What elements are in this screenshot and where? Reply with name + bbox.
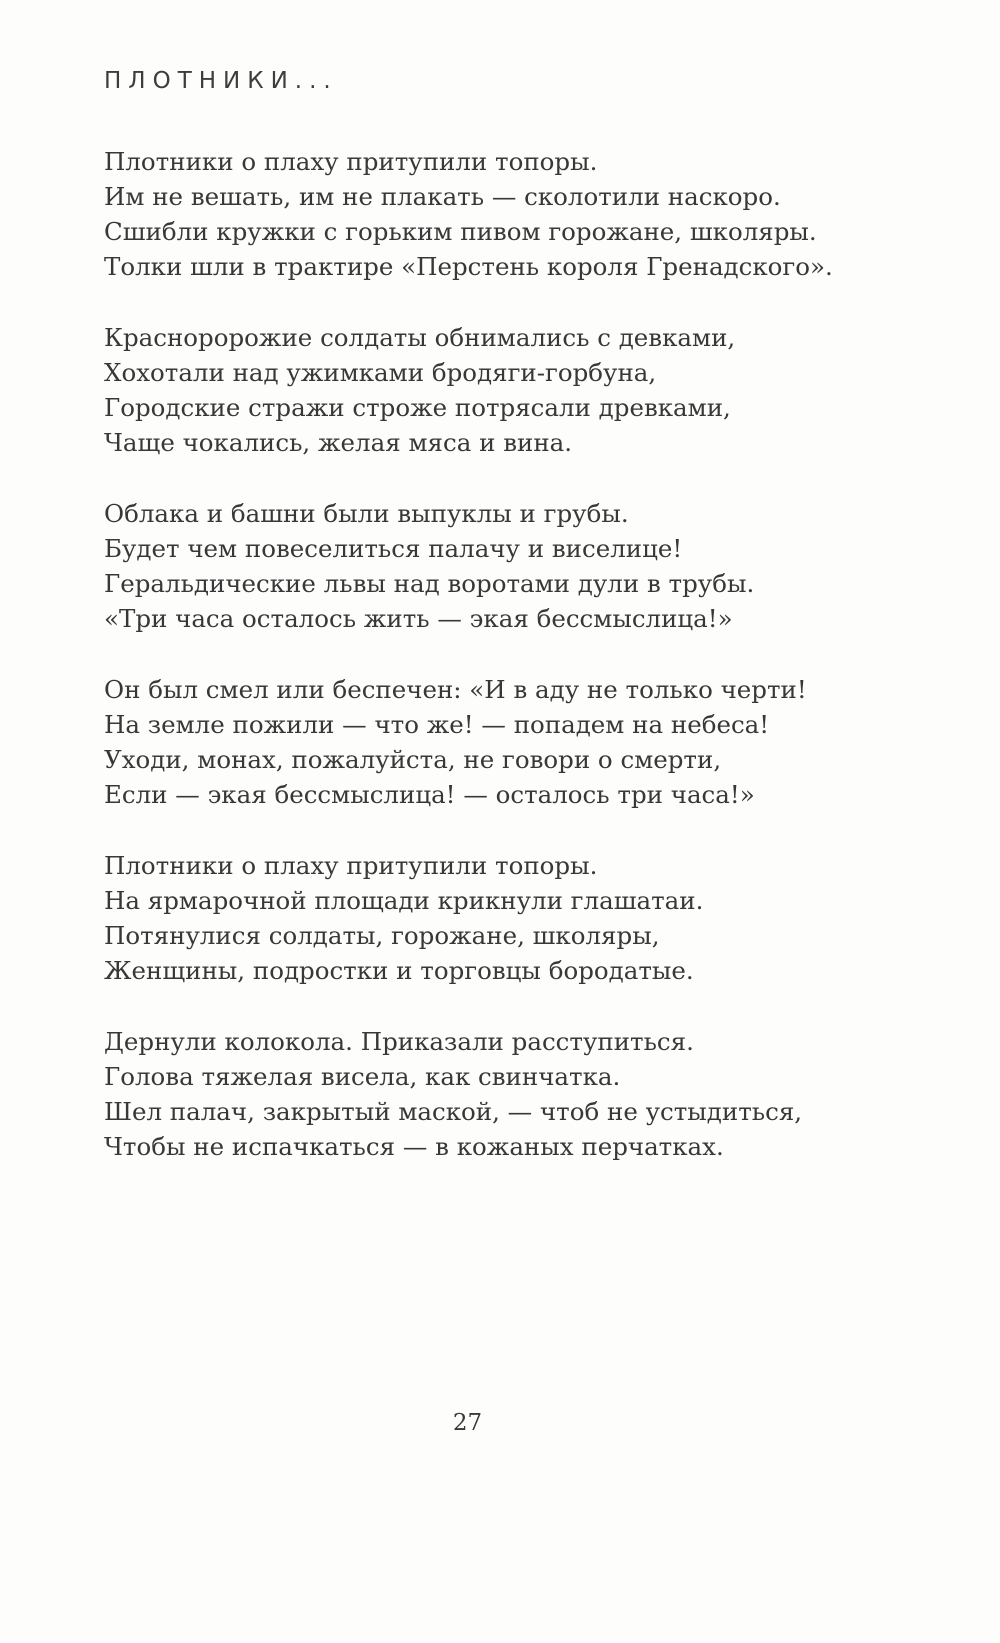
stanza — [104, 672, 964, 812]
poem-line: Городские стражи строже потрясали древками, — [104, 393, 731, 422]
poem-line: Толки шли в трактире «Перстень короля Гренадского». — [104, 252, 833, 281]
poem-line: Женщины, подростки и торговцы бородатые. — [104, 956, 694, 985]
page-number: 27 — [452, 1410, 483, 1436]
poem-line: Геральдические львы над воротами дули в трубы. — [104, 569, 755, 598]
poem-line: Шел палач, закрытый маской, — чтоб не устыдиться, — [104, 1097, 803, 1126]
poem-line: На земле пожили — что же! — попадем на небеса! — [104, 710, 770, 739]
poem-line: Он был смел или беспечен: «И в аду не только черти! — [104, 675, 807, 704]
poem-line: «Три часа осталось жить — экая бессмыслица!» — [104, 604, 733, 633]
poem-line: Будет чем повеселиться палачу и виселице! — [104, 534, 683, 563]
stanza — [104, 848, 964, 988]
poem-line: Плотники о плаху притупили топоры. — [104, 851, 598, 880]
poem-body — [104, 144, 964, 1200]
poem-line: Если — экая бессмыслица! — осталось три часа!» — [104, 780, 755, 809]
stanza — [104, 320, 964, 460]
poem-line: Чтобы не испачкаться — в кожаных перчатках. — [104, 1132, 724, 1161]
poem-line: Красноророжие солдаты обнимались с девками, — [104, 323, 736, 352]
stanza — [104, 496, 964, 636]
poem-line: Дернули колокола. Приказали расступиться. — [104, 1027, 694, 1056]
poem-line: Голова тяжелая висела, как свинчатка. — [104, 1062, 621, 1091]
poem-line: Им не вешать, им не плакать — сколотили наскоро. — [104, 182, 781, 211]
poem-title: ПЛОТНИКИ... — [104, 68, 338, 94]
poem-line: Потянулися солдаты, горожане, школяры, — [104, 921, 660, 950]
poem-line: Плотники о плаху притупили топоры. — [104, 147, 598, 176]
stanza — [104, 144, 964, 284]
stanza — [104, 1024, 964, 1164]
poem-line: Хохотали над ужимками бродяги-горбуна, — [104, 358, 657, 387]
poem-line: Чаще чокались, желая мяса и вина. — [104, 428, 573, 457]
poem-line: Облака и башни были выпуклы и грубы. — [104, 499, 629, 528]
poem-line: На ярмарочной площади крикнули глашатаи. — [104, 886, 704, 915]
poem-line: Сшибли кружки с горьким пивом горожане, школяры. — [104, 217, 817, 246]
poem-line: Уходи, монах, пожалуйста, не говори о смерти, — [104, 745, 722, 774]
